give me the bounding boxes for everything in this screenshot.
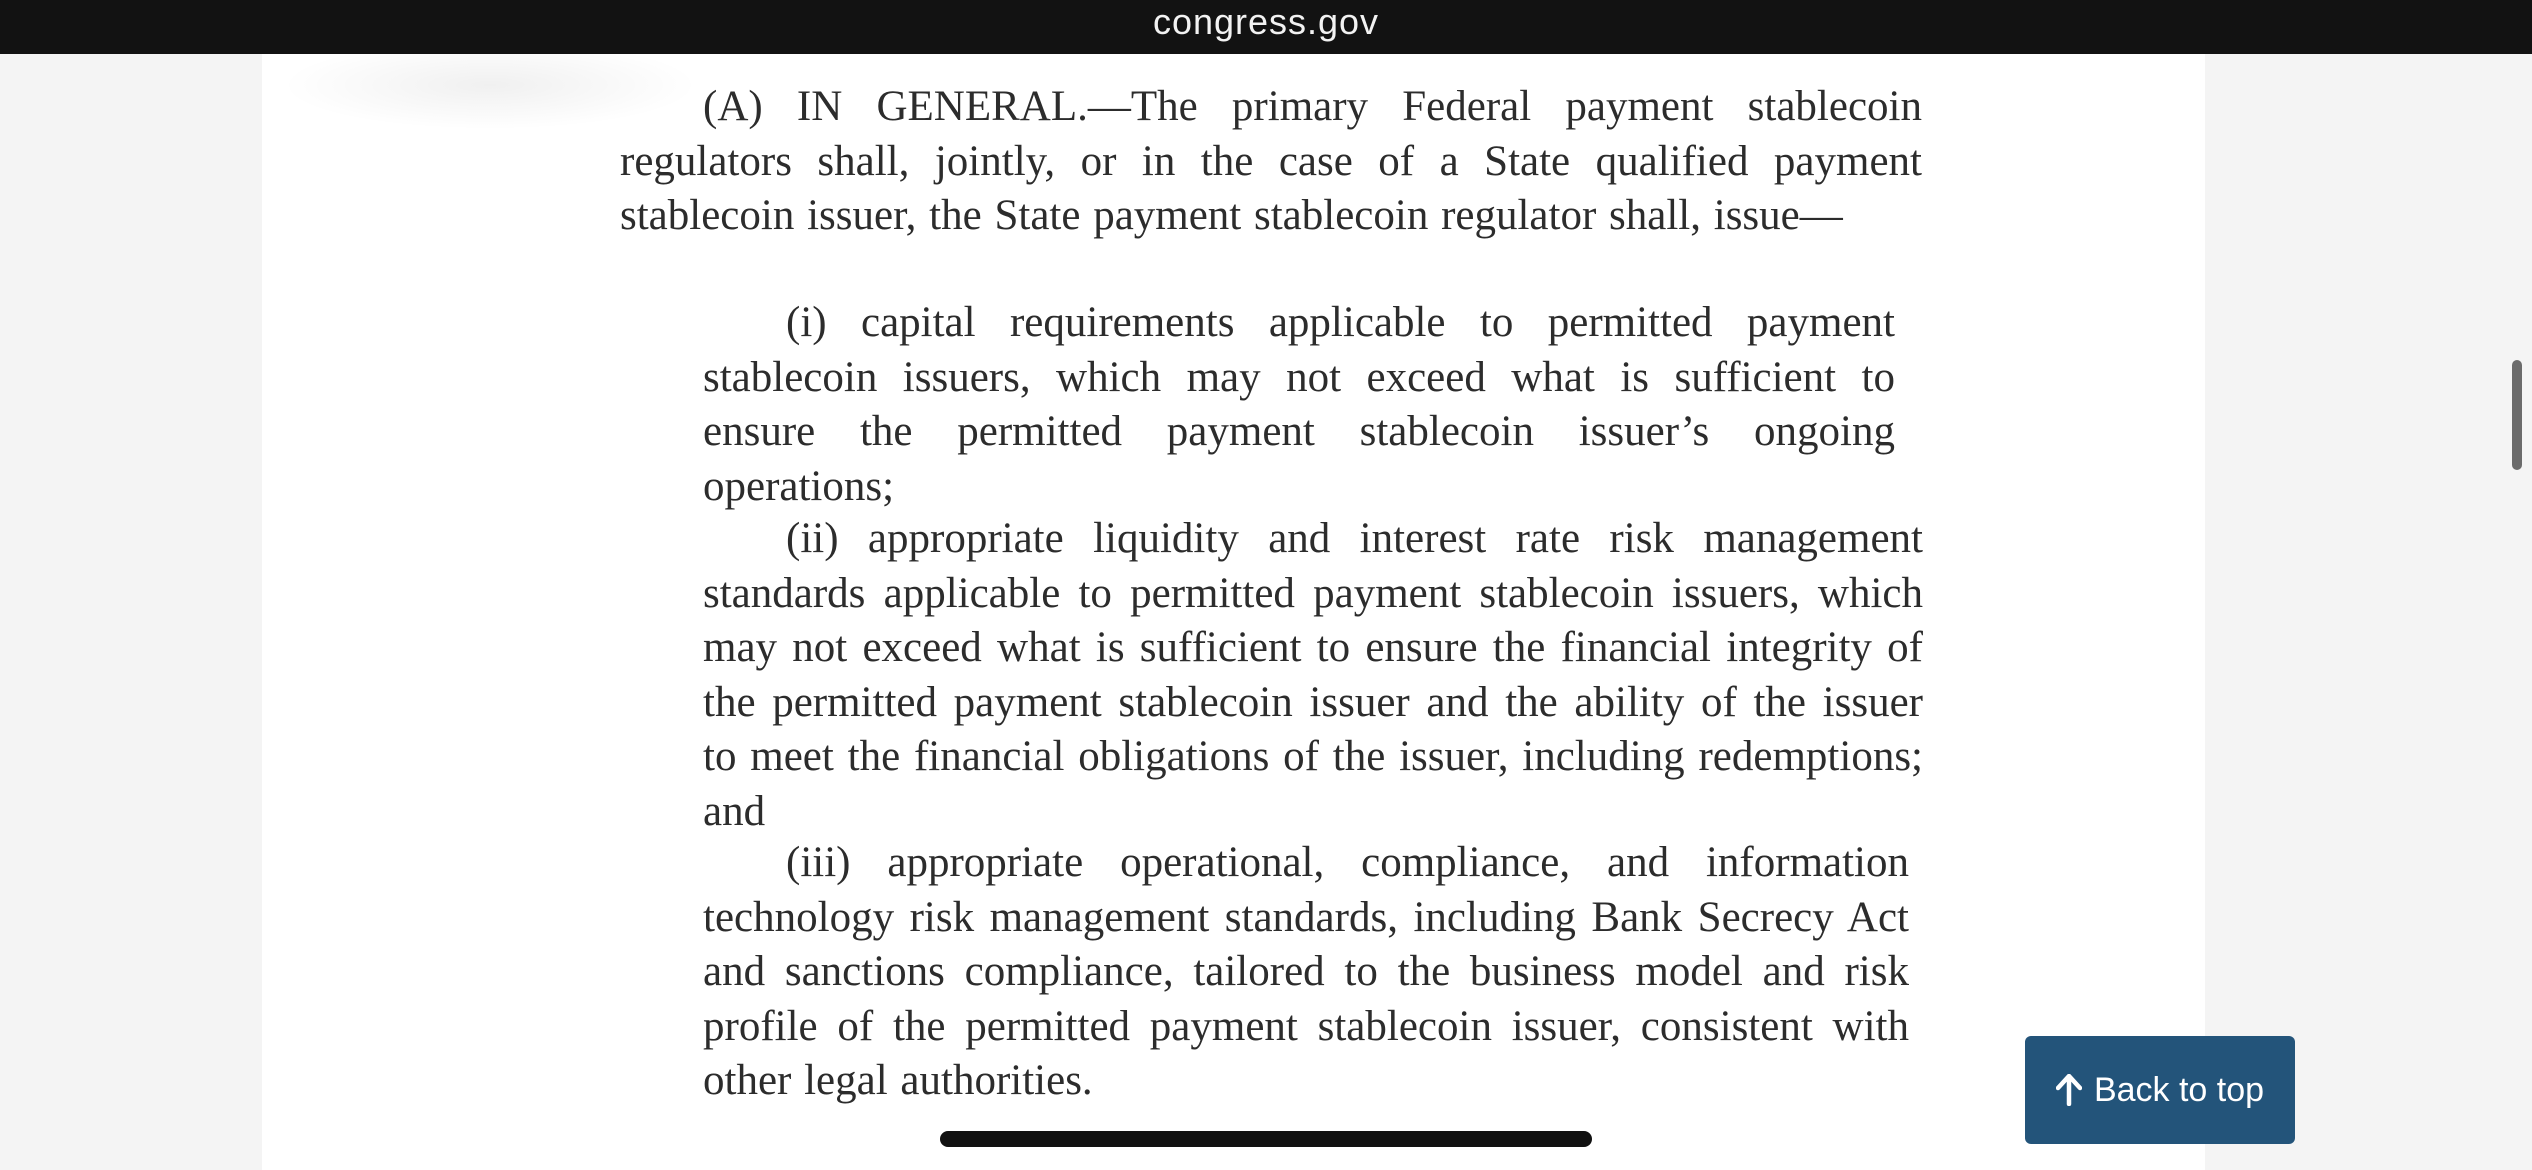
paragraph-ii-text: (ii) appropriate liquidity and interest rate risk management standards applicable to permitted payment stablecoin issuers, which may not exceed what is sufficient to ensure the financial integrity of the permitted payment stablecoin issuer and the ability of the issuer to meet the financial obligations of the issuer, including redemptions; and [703, 515, 1923, 835]
paragraph-iii [703, 836, 1909, 1109]
back-to-top-button[interactable] [2025, 1036, 2295, 1144]
paragraph-i [703, 296, 1895, 514]
arrow-up-icon [2056, 1074, 2082, 1106]
url-text[interactable]: congress.gov [1152, 1, 1380, 42]
paragraph-a-body: .—The primary Federal payment stablecoin regulators shall, jointly, or in the case of a State qualified payment stablecoin issuer, the State payment stablecoin regulator shall, issue— [620, 83, 1922, 239]
paragraph-i-text: (i) capital requirements applicable to permitted payment stablecoin issuers, which may not exceed what is sufficient to ensure the permitted payment stablecoin issuer’s ongoing operations; [703, 299, 1895, 510]
paragraph-a-heading: N GENERAL [811, 83, 1078, 130]
browser-url-bar[interactable] [0, 0, 2532, 54]
paragraph-iii-text: (iii) appropriate operational, compliance, and information technology risk management standards, including Bank Secrecy Act and sanctions compliance, tailored to the business model and risk profile of the permitted payment stablecoin issuer, consistent with other legal authorities. [703, 839, 1909, 1104]
scrollbar-thumb[interactable] [2512, 360, 2522, 470]
back-to-top-label: Back to top [2093, 1070, 2265, 1109]
paragraph-ii [703, 512, 1923, 839]
home-indicator[interactable] [940, 1131, 1592, 1147]
paragraph-a [620, 80, 1922, 244]
paragraph-a-lead: (A) I [703, 83, 812, 130]
